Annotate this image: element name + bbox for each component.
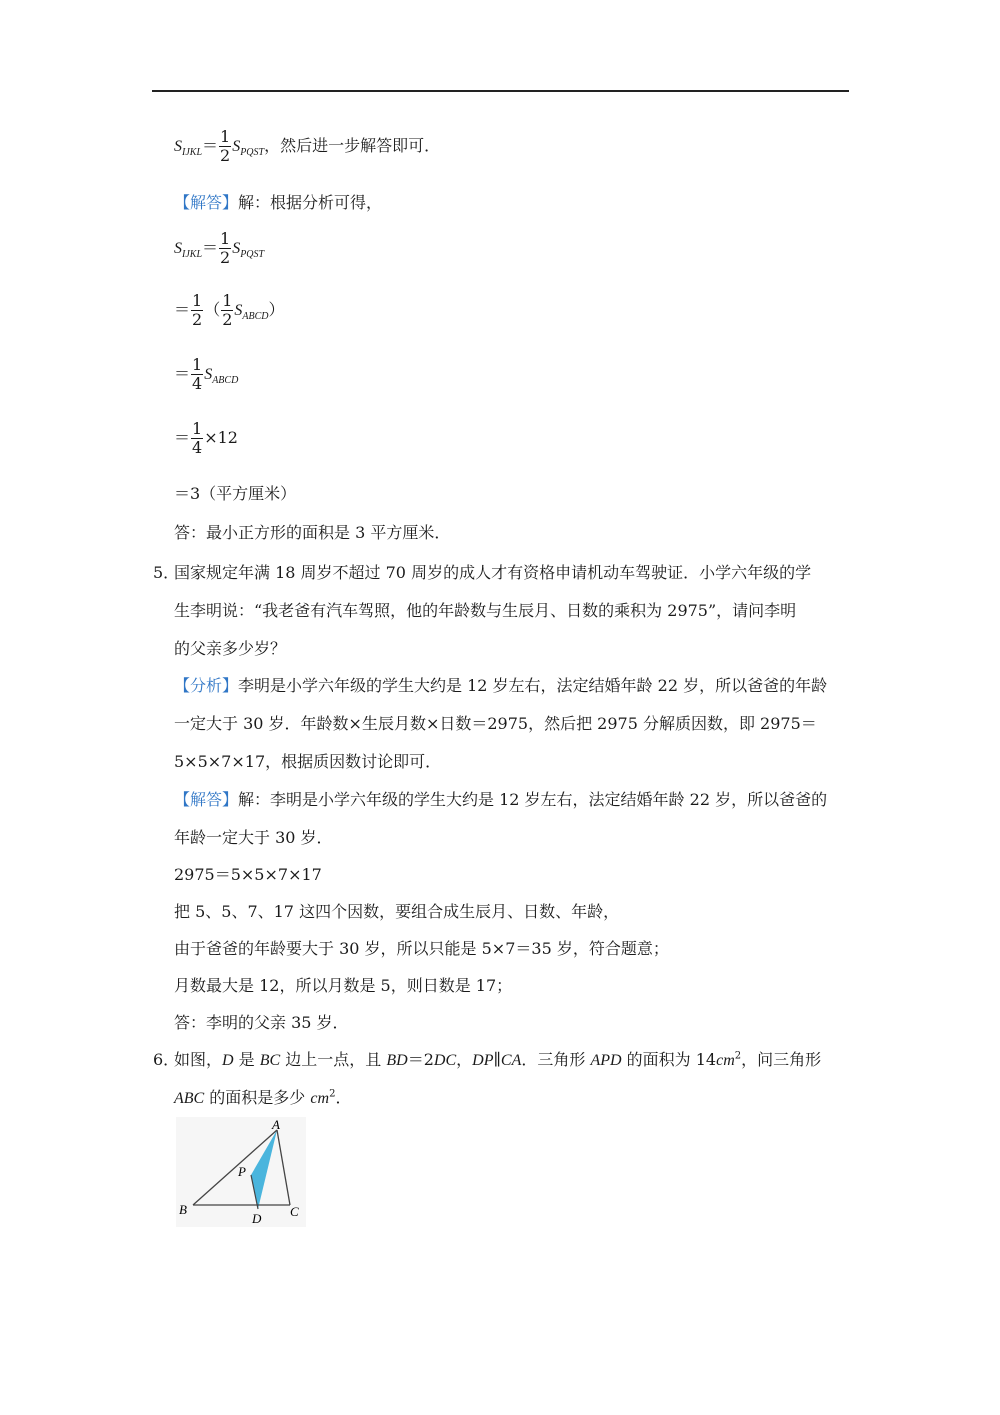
formula-line-4: ＝ $\frac{1}{4}$ $S_{ABCD}$ bbox=[174, 355, 239, 393]
label-b: B bbox=[179, 1202, 187, 1217]
q5-answer-line-5: 由于爸爸的年龄要大于 30 岁，所以只能是 5×7＝35 岁，符合题意； bbox=[174, 939, 669, 958]
q6-stem-line-1: 如图，D 是 BC 边上一点，且 BD＝2DC，DP∥CA．三角形 APD 的面积为 $14cm^2$，问三角形 bbox=[174, 1050, 822, 1069]
q5-answer-line-6: 月数最大是 12，所以月数是 5，则日数是 17； bbox=[174, 976, 513, 995]
q5-stem-line-2: 生李明说：“我老爸有汽车驾照，他的年龄数与生辰月、日数的乘积为 2975”，请问李明 bbox=[174, 601, 797, 620]
header-rule bbox=[152, 90, 849, 92]
formula-line-3: ＝ $\frac{1}{2}$ （ $\frac{1}{2}$ $S_{ABCD}$） bbox=[174, 291, 285, 329]
label-c: C bbox=[290, 1204, 299, 1219]
label-a: A bbox=[272, 1117, 280, 1132]
q5-answer-line-3: 2975＝5×5×7×17 bbox=[174, 865, 322, 884]
triangle-figure bbox=[176, 1117, 306, 1227]
q6-stem-line-2: ABC 的面积是多少 $cm^2$． bbox=[174, 1088, 352, 1107]
answer-tag: 【解答】 bbox=[174, 193, 239, 212]
fraction: $\frac{1}{2}$ bbox=[220, 127, 231, 165]
question-number-6: 6． bbox=[153, 1050, 180, 1069]
formula-line-1: $S_{IJKL}=$ $\frac{1}{2}$ $S_{PQST}$，然后进一步解答即可． bbox=[174, 127, 441, 165]
analysis-tag: 【分析】 bbox=[174, 676, 239, 695]
q5-answer-line-7: 答：李明的父亲 35 岁． bbox=[174, 1013, 349, 1032]
q4-final-answer: 答：最小正方形的面积是 3 平方厘米． bbox=[174, 523, 451, 542]
q5-analysis-line-2: 一定大于 30 岁．年龄数×生辰月数×日数＝2975，然后把 2975 分解质因数，即 2975＝ bbox=[174, 714, 817, 733]
q5-answer-line-4: 把 5、5、7、17 这四个因数，要组合成生辰月、日数、年龄， bbox=[174, 902, 620, 921]
formula-result: ＝3（平方厘米） bbox=[174, 484, 297, 503]
formula-line-2: $S_{IJKL}=$ $\frac{1}{2}$ $S_{PQST}$ bbox=[174, 229, 265, 267]
formula-line-5: ＝ $\frac{1}{4}$ ×12 bbox=[174, 419, 238, 457]
answer-tag: 【解答】 bbox=[174, 790, 239, 809]
q5-analysis-line-3: 5×5×7×17，根据质因数讨论即可． bbox=[174, 752, 442, 771]
q4-answer-heading: 【解答】解：根据分析可得， bbox=[174, 193, 383, 212]
label-d: D bbox=[252, 1211, 262, 1226]
q5-analysis-line-1: 【分析】李明是小学六年级的学生大约是 12 岁左右，法定结婚年龄 22 岁，所以爸爸的年龄 bbox=[174, 676, 828, 695]
question-number-5: 5． bbox=[153, 563, 180, 582]
q5-stem-line-1: 国家规定年满 18 周岁不超过 70 周岁的成人才有资格申请机动车驾驶证．小学六年级的学 bbox=[174, 563, 812, 582]
q5-stem-line-3: 的父亲多少岁？ bbox=[174, 639, 287, 658]
q5-answer-line-1: 【解答】解：李明是小学六年级的学生大约是 12 岁左右，法定结婚年龄 22 岁，所以爸爸的 bbox=[174, 790, 828, 809]
label-p: P bbox=[238, 1164, 246, 1179]
q5-answer-line-2: 年龄一定大于 30 岁． bbox=[174, 828, 333, 847]
